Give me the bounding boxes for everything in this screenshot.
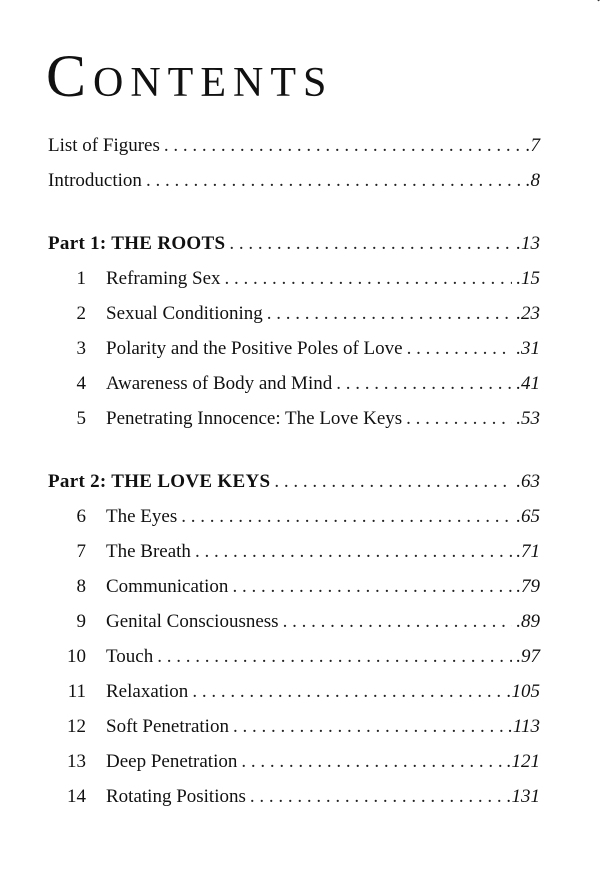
leader-dots [195, 534, 512, 569]
chapter-number: 1 [76, 268, 86, 289]
section-gap [48, 198, 540, 226]
section-gap [48, 436, 540, 464]
leader-dots [146, 163, 522, 198]
toc-chapter-6[interactable] [48, 499, 540, 534]
toc-part-1[interactable] [48, 226, 540, 261]
leader-dots [232, 569, 512, 604]
part-page: .13 [516, 233, 540, 254]
toc-chapter-10[interactable] [48, 639, 540, 674]
leader-dots [181, 499, 512, 534]
chapter-number: 10 [67, 646, 86, 667]
chapter-page: .71 [516, 541, 540, 562]
chapter-page: .15 [516, 268, 540, 289]
chapter-page: .105 [506, 681, 540, 702]
toc-entry-introduction[interactable] [48, 163, 540, 198]
chapter-number: 7 [76, 541, 86, 562]
chapter-page: .53 [516, 408, 540, 429]
chapter-title: Relaxation [106, 681, 189, 702]
leader-dots [229, 226, 512, 261]
chapter-page: .97 [516, 646, 540, 667]
chapter-page: .131 [506, 786, 540, 807]
chapter-title: Touch [106, 646, 154, 667]
leader-dots [233, 709, 504, 744]
toc-chapter-4[interactable] [48, 366, 540, 401]
leader-dots [407, 331, 513, 366]
toc-chapter-2[interactable] [48, 296, 540, 331]
toc-entry-page: .8 [525, 170, 540, 191]
leader-dots [267, 296, 513, 331]
chapter-number: 9 [76, 611, 86, 632]
toc-entry-list-of-figures[interactable] [48, 128, 540, 163]
chapter-number: 14 [67, 786, 86, 807]
chapter-page: .23 [516, 303, 540, 324]
chapter-title: Polarity and the Positive Poles of Love [106, 338, 403, 359]
toc-entry-label: Introduction [48, 170, 142, 191]
chapter-title: Deep Penetration [106, 751, 238, 772]
chapter-number: 8 [76, 576, 86, 597]
chapter-number: 6 [76, 506, 86, 527]
leader-dots [406, 401, 512, 436]
toc-chapter-14[interactable] [48, 779, 540, 814]
chapter-title: Communication [106, 576, 229, 597]
toc-chapter-11[interactable] [48, 674, 540, 709]
toc-chapter-7[interactable] [48, 534, 540, 569]
chapter-title: Genital Consciousness [106, 611, 279, 632]
leader-dots [192, 674, 502, 709]
leader-dots [274, 464, 512, 499]
toc-chapter-1[interactable] [48, 261, 540, 296]
chapter-page: .89 [516, 611, 540, 632]
table-of-contents [48, 128, 540, 814]
part-page: .63 [516, 471, 540, 492]
toc-chapter-3[interactable] [48, 331, 540, 366]
chapter-title: Penetrating Innocence: The Love Keys [106, 408, 403, 429]
toc-chapter-9[interactable] [48, 604, 540, 639]
chapter-title: The Breath [106, 541, 191, 562]
chapter-number: 12 [67, 716, 86, 737]
leader-dots [250, 779, 503, 814]
page-title: Contents [46, 43, 334, 110]
chapter-number: 2 [76, 303, 86, 324]
chapter-title: Soft Penetration [106, 716, 229, 737]
chapter-number: 11 [67, 681, 86, 702]
chapter-page: .65 [516, 506, 540, 527]
chapter-page: .121 [506, 751, 540, 772]
chapter-number: 13 [67, 751, 86, 772]
leader-dots [164, 128, 522, 163]
chapter-title: Awareness of Body and Mind [106, 373, 333, 394]
toc-part-2[interactable] [48, 464, 540, 499]
leader-dots [241, 744, 502, 779]
chapter-title: Rotating Positions [106, 786, 246, 807]
chapter-number: 4 [76, 373, 86, 394]
toc-entry-label: List of Figures [48, 135, 160, 156]
toc-chapter-5[interactable] [48, 401, 540, 436]
chapter-title: The Eyes [106, 506, 178, 527]
page-corner-mark [573, 0, 600, 14]
toc-chapter-8[interactable] [48, 569, 540, 604]
toc-entry-page: .7 [525, 135, 540, 156]
toc-chapter-12[interactable] [48, 709, 540, 744]
chapter-number: 5 [76, 408, 86, 429]
chapter-page: .31 [516, 338, 540, 359]
leader-dots [225, 261, 513, 296]
chapter-title: Sexual Conditioning [106, 303, 263, 324]
chapter-number: 3 [76, 338, 86, 359]
chapter-page: .113 [508, 716, 540, 737]
leader-dots [336, 366, 512, 401]
leader-dots [157, 639, 512, 674]
chapter-title: Reframing Sex [106, 268, 221, 289]
part-label: Part 1: THE ROOTS [48, 233, 226, 254]
part-label: Part 2: THE LOVE KEYS [48, 471, 271, 492]
toc-chapter-13[interactable] [48, 744, 540, 779]
leader-dots [283, 604, 513, 639]
chapter-page: .41 [516, 373, 540, 394]
chapter-page: .79 [516, 576, 540, 597]
